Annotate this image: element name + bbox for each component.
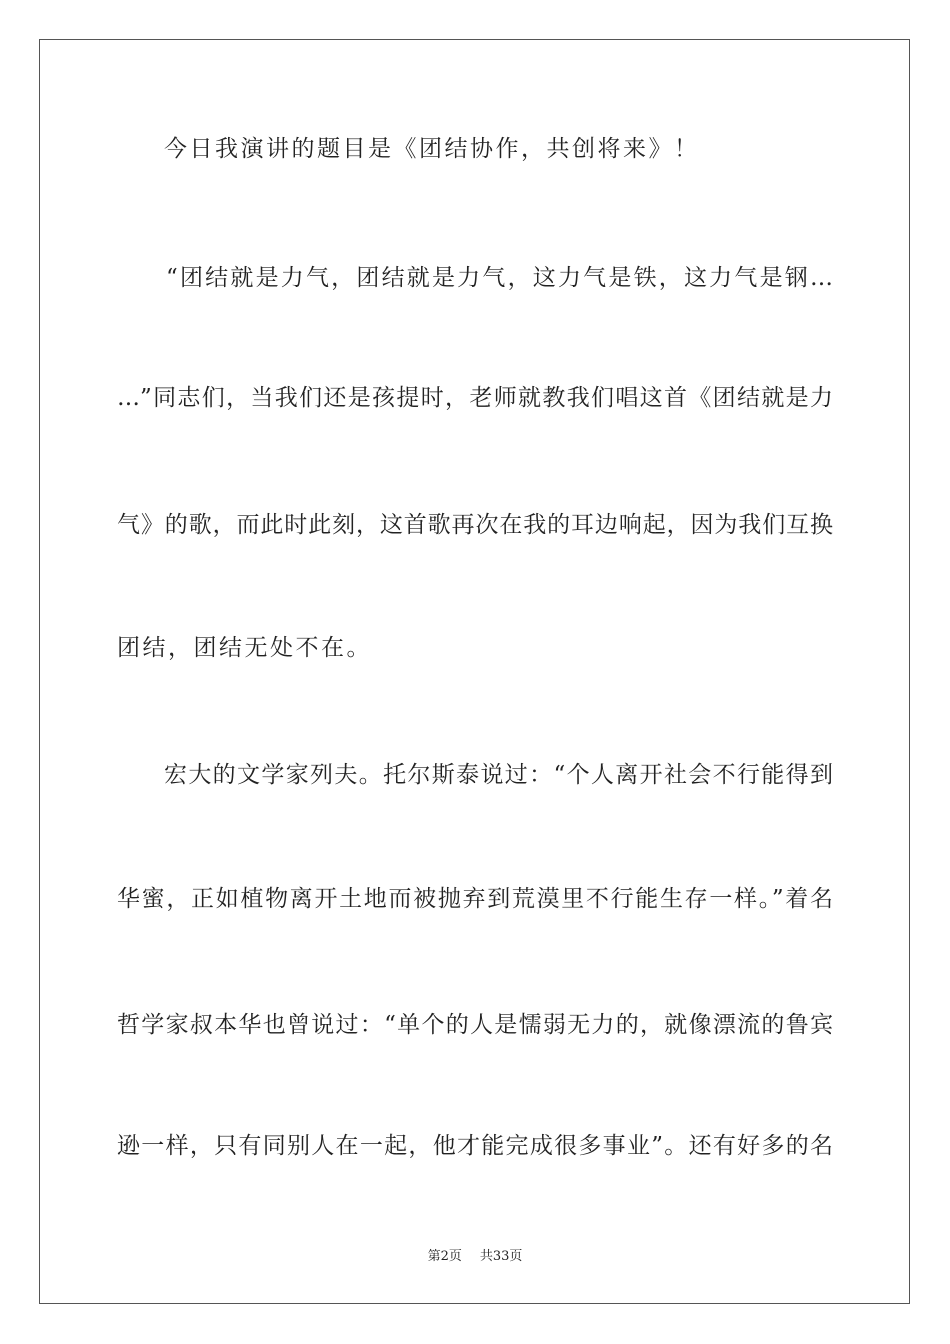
paragraph-line: 逊一样，只有同别人在一起，他才能完成很多事业”。还有好多的名 (117, 1133, 833, 1159)
paragraph-line: 气》的歌，而此时此刻，这首歌再次在我的耳边响起，因为我们互换 (117, 512, 833, 538)
paragraph-line: 华蜜，正如植物离开土地而被抛弃到荒漠里不行能生存一样。”着名 (117, 886, 833, 912)
page-number: 第2页 (427, 1249, 462, 1264)
paragraph-line: 团结，团结无处不在。 (117, 635, 372, 661)
page-frame (39, 39, 910, 1304)
paragraph-line: 哲学家叔本华也曾说过：“单个的人是懦弱无力的，就像漂流的鲁宾 (117, 1012, 833, 1038)
page-footer (0, 1248, 950, 1266)
paragraph-line: 宏大的文学家列夫。托尔斯泰说过：“个人离开社会不行能得到 (164, 762, 833, 788)
paragraph-line: “团结就是力气，团结就是力气，这力气是铁，这力气是钢… (166, 265, 833, 291)
paragraph-line: 今日我演讲的题目是《团结协作，共创将来》！ (164, 136, 700, 162)
paragraph-line: …”同志们，当我们还是孩提时，老师就教我们唱这首《团结就是力 (117, 385, 833, 411)
page-total: 共33页 (479, 1249, 523, 1264)
